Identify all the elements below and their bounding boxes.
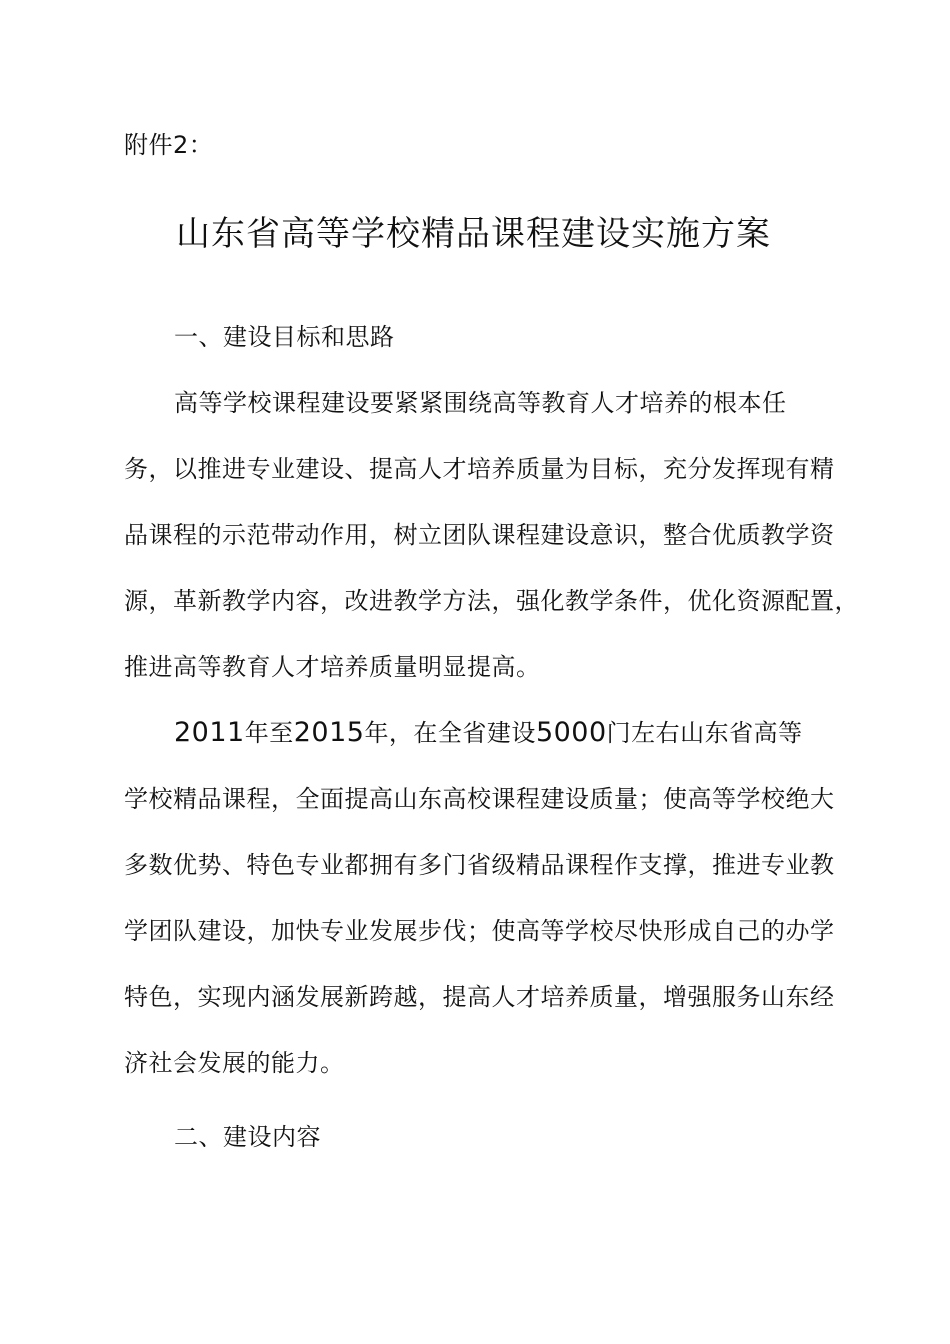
text-fragment: 年，在全省建设	[364, 719, 536, 747]
course-count: 5000	[535, 717, 607, 748]
paragraph-2-line-1	[174, 718, 803, 748]
paragraph-1-line-5: 推进高等教育人才培养质量明显提高。	[124, 653, 541, 681]
document-title: 山东省高等学校精品课程建设实施方案	[176, 214, 771, 254]
text-fragment: 年至	[244, 719, 294, 747]
year-start: 2011	[174, 717, 245, 748]
paragraph-1-line-1: 高等学校课程建设要紧紧围绕高等教育人才培养的根本任	[174, 389, 787, 417]
text-fragment: 门左右山东省高等	[606, 719, 803, 747]
paragraph-2-line-6: 济社会发展的能力。	[124, 1049, 345, 1077]
section-heading-1: 一、建设目标和思路	[174, 323, 395, 351]
paragraph-2-line-3: 多数优势、特色专业都拥有多门省级精品课程作支撑，推进专业教	[124, 851, 835, 879]
paragraph-2-line-5: 特色，实现内涵发展新跨越，提高人才培养质量，增强服务山东经	[124, 983, 835, 1011]
attachment-label: 附件2：	[124, 131, 214, 159]
paragraph-2-line-2: 学校精品课程，全面提高山东高校课程建设质量；使高等学校绝大	[124, 785, 835, 813]
paragraph-1-line-4: 源，革新教学内容，改进教学方法，强化教学条件，优化资源配置，	[124, 587, 859, 615]
year-end: 2015	[293, 717, 365, 748]
section-heading-2: 二、建设内容	[174, 1123, 321, 1151]
paragraph-2-line-4: 学团队建设，加快专业发展步伐；使高等学校尽快形成自己的办学	[124, 917, 835, 945]
paragraph-1-line-2: 务，以推进专业建设、提高人才培养质量为目标，充分发挥现有精	[124, 455, 835, 483]
paragraph-1-line-3: 品课程的示范带动作用，树立团队课程建设意识，整合优质教学资	[124, 521, 835, 549]
